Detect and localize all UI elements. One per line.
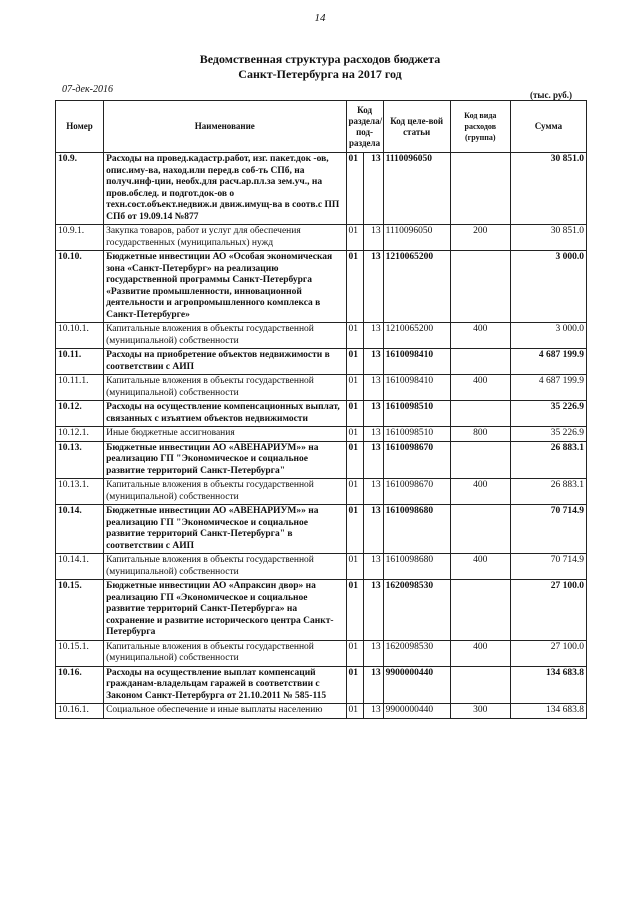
- table-row: [56, 554, 587, 580]
- row-article-code: 1610098680: [383, 505, 450, 554]
- row-kind-code: [450, 441, 510, 479]
- row-subsection-code: 13: [363, 251, 383, 323]
- row-kind-code: [450, 666, 510, 704]
- row-subsection-code: 13: [363, 225, 383, 251]
- row-number: 10.15.1.: [56, 640, 104, 666]
- title-line-1: Ведомственная структура расходов бюджета: [199, 52, 441, 66]
- table-row: [56, 323, 587, 349]
- row-section-code: 01: [346, 666, 363, 704]
- row-sum: 4 687 199.9: [510, 375, 586, 401]
- row-name: Расходы на осуществление компенсационных выплат, связанных с изъятием объектов недвижимости: [104, 401, 346, 427]
- table-row: [56, 375, 587, 401]
- row-sum: 3 000.0: [510, 251, 586, 323]
- row-number: 10.16.: [56, 666, 104, 704]
- row-section-code: 01: [346, 441, 363, 479]
- header-kind: Код вида расходов (группа): [450, 101, 510, 153]
- row-article-code: 1620098530: [383, 580, 450, 641]
- row-subsection-code: 13: [363, 401, 383, 427]
- row-article-code: 1610098670: [383, 479, 450, 505]
- title-line-2: Санкт-Петербурга на 2017 год: [238, 67, 402, 81]
- row-section-code: 01: [346, 427, 363, 442]
- row-section-code: 01: [346, 580, 363, 641]
- row-sum: 30 851.0: [510, 153, 586, 225]
- row-name: Бюджетные инвестиции АО «АВЕНАРИУМ»» на реализацию ГП "Экономическое и социальное развитие территорий Санкт-Петербурга" в соответствии с АИП: [104, 505, 346, 554]
- row-article-code: 1610098680: [383, 554, 450, 580]
- row-name: Капитальные вложения в объекты государственной (муниципальной) собственности: [104, 640, 346, 666]
- row-section-code: 01: [346, 505, 363, 554]
- row-number: 10.13.: [56, 441, 104, 479]
- row-sum: 26 883.1: [510, 479, 586, 505]
- table-row: [56, 251, 587, 323]
- row-subsection-code: 13: [363, 580, 383, 641]
- row-name: Расходы на осуществление выплат компенсаций гражданам-владельцам гаражей в соответствии с Законом Санкт-Петербурга от 21.10.2011 № 585-115: [104, 666, 346, 704]
- row-subsection-code: 13: [363, 640, 383, 666]
- row-kind-code: 400: [450, 323, 510, 349]
- row-number: 10.9.: [56, 153, 104, 225]
- row-kind-code: [450, 153, 510, 225]
- table-row: [56, 349, 587, 375]
- row-subsection-code: 13: [363, 153, 383, 225]
- header-article: Код целе-вой статьи: [383, 101, 450, 153]
- table-body: [56, 153, 587, 719]
- row-number: 10.9.1.: [56, 225, 104, 251]
- document-date: 07-дек-2016: [62, 84, 113, 95]
- row-kind-code: 400: [450, 479, 510, 505]
- row-article-code: 9900000440: [383, 704, 450, 719]
- table-header-row: [56, 101, 587, 153]
- row-name: Капитальные вложения в объекты государственной (муниципальной) собственности: [104, 554, 346, 580]
- row-name: Иные бюджетные ассигнования: [104, 427, 346, 442]
- header-num: Номер: [56, 101, 104, 153]
- row-kind-code: [450, 349, 510, 375]
- row-subsection-code: 13: [363, 427, 383, 442]
- row-section-code: 01: [346, 554, 363, 580]
- table-row: [56, 401, 587, 427]
- row-name: Бюджетные инвестиции АО «АВЕНАРИУМ»» на реализацию ГП "Экономическое и социальное развитие территорий Санкт-Петербурга": [104, 441, 346, 479]
- budget-table: [55, 100, 587, 719]
- row-subsection-code: 13: [363, 441, 383, 479]
- document-title: [0, 52, 640, 82]
- row-subsection-code: 13: [363, 666, 383, 704]
- row-article-code: 1110096050: [383, 153, 450, 225]
- table-row: [56, 704, 587, 719]
- row-number: 10.10.: [56, 251, 104, 323]
- row-sum: 35 226.9: [510, 401, 586, 427]
- header-name: Наименование: [104, 101, 346, 153]
- row-sum: 4 687 199.9: [510, 349, 586, 375]
- row-article-code: 1110096050: [383, 225, 450, 251]
- units-label: (тыс. руб.): [530, 90, 572, 100]
- row-article-code: 1610098410: [383, 349, 450, 375]
- row-subsection-code: 13: [363, 479, 383, 505]
- row-subsection-code: 13: [363, 375, 383, 401]
- row-kind-code: 300: [450, 704, 510, 719]
- row-article-code: 1210065200: [383, 323, 450, 349]
- row-section-code: 01: [346, 251, 363, 323]
- header-sum: Сумма: [510, 101, 586, 153]
- row-number: 10.12.: [56, 401, 104, 427]
- row-sum: 70 714.9: [510, 554, 586, 580]
- row-name: Закупка товаров, работ и услуг для обеспечения государственных (муниципальных) нужд: [104, 225, 346, 251]
- table-row: [56, 441, 587, 479]
- row-subsection-code: 13: [363, 505, 383, 554]
- row-kind-code: [450, 580, 510, 641]
- row-number: 10.11.: [56, 349, 104, 375]
- row-name: Социальное обеспечение и иные выплаты населению: [104, 704, 346, 719]
- row-section-code: 01: [346, 323, 363, 349]
- row-kind-code: 400: [450, 640, 510, 666]
- row-number: 10.15.: [56, 580, 104, 641]
- row-section-code: 01: [346, 225, 363, 251]
- table-row: [56, 666, 587, 704]
- row-number: 10.14.: [56, 505, 104, 554]
- row-sum: 3 000.0: [510, 323, 586, 349]
- row-sum: 27 100.0: [510, 640, 586, 666]
- row-article-code: 1610098510: [383, 427, 450, 442]
- row-kind-code: [450, 251, 510, 323]
- row-section-code: 01: [346, 479, 363, 505]
- table-row: [56, 225, 587, 251]
- table-row: [56, 427, 587, 442]
- row-number: 10.13.1.: [56, 479, 104, 505]
- row-kind-code: [450, 505, 510, 554]
- row-article-code: 1610098670: [383, 441, 450, 479]
- row-number: 10.11.1.: [56, 375, 104, 401]
- row-article-code: 1610098510: [383, 401, 450, 427]
- row-kind-code: [450, 401, 510, 427]
- row-sum: 134 683.8: [510, 666, 586, 704]
- table-row: [56, 580, 587, 641]
- row-kind-code: 800: [450, 427, 510, 442]
- row-article-code: 9900000440: [383, 666, 450, 704]
- row-article-code: 1210065200: [383, 251, 450, 323]
- row-sum: 27 100.0: [510, 580, 586, 641]
- row-subsection-code: 13: [363, 704, 383, 719]
- row-sum: 26 883.1: [510, 441, 586, 479]
- row-name: Бюджетные инвестиции АО «Особая экономическая зона «Санкт-Петербург» на реализацию государственной программы Санкт-Петербурга «Развитие промышленности, инновационной деятельности и агропромышленного комплекса в Санкт-Петербурге»: [104, 251, 346, 323]
- row-section-code: 01: [346, 704, 363, 719]
- row-sum: 134 683.8: [510, 704, 586, 719]
- table-row: [56, 640, 587, 666]
- row-article-code: 1620098530: [383, 640, 450, 666]
- table-row: [56, 505, 587, 554]
- header-section: Код раздела/ под-раздела: [346, 101, 383, 153]
- row-number: 10.10.1.: [56, 323, 104, 349]
- row-section-code: 01: [346, 401, 363, 427]
- row-kind-code: 200: [450, 225, 510, 251]
- row-number: 10.12.1.: [56, 427, 104, 442]
- row-name: Расходы на приобретение объектов недвижимости в соответствии с АИП: [104, 349, 346, 375]
- row-name: Расходы на провед.кадастр.работ, изг. пакет.док -ов, опис.иму-ва, наход.или перед.в соб-ть СПб, на получ.инф-ции, необх.для расч.ар.пл.за зем.уч., на пров.обслед. и подгот.док-ов о техн.сост.объект.недвиж.и движ.имущ-ва в соотв.с ПП СПб от 19.09.14 №877: [104, 153, 346, 225]
- table-row: [56, 153, 587, 225]
- row-subsection-code: 13: [363, 554, 383, 580]
- row-name: Капитальные вложения в объекты государственной (муниципальной) собственности: [104, 375, 346, 401]
- row-subsection-code: 13: [363, 349, 383, 375]
- row-section-code: 01: [346, 349, 363, 375]
- row-name: Бюджетные инвестиции АО «Апраксин двор» на реализацию ГП «Экономическое и социальное развитие территорий Санкт-Петербурга» на сохранение и развитие исторического центра Санкт-Петербурга: [104, 580, 346, 641]
- row-subsection-code: 13: [363, 323, 383, 349]
- row-kind-code: 400: [450, 554, 510, 580]
- row-sum: 35 226.9: [510, 427, 586, 442]
- row-section-code: 01: [346, 153, 363, 225]
- row-kind-code: 400: [450, 375, 510, 401]
- row-name: Капитальные вложения в объекты государственной (муниципальной) собственности: [104, 323, 346, 349]
- row-article-code: 1610098410: [383, 375, 450, 401]
- table-row: [56, 479, 587, 505]
- row-number: 10.16.1.: [56, 704, 104, 719]
- row-name: Капитальные вложения в объекты государственной (муниципальной) собственности: [104, 479, 346, 505]
- row-section-code: 01: [346, 375, 363, 401]
- row-section-code: 01: [346, 640, 363, 666]
- row-sum: 30 851.0: [510, 225, 586, 251]
- row-sum: 70 714.9: [510, 505, 586, 554]
- page-number: 14: [314, 12, 326, 24]
- row-number: 10.14.1.: [56, 554, 104, 580]
